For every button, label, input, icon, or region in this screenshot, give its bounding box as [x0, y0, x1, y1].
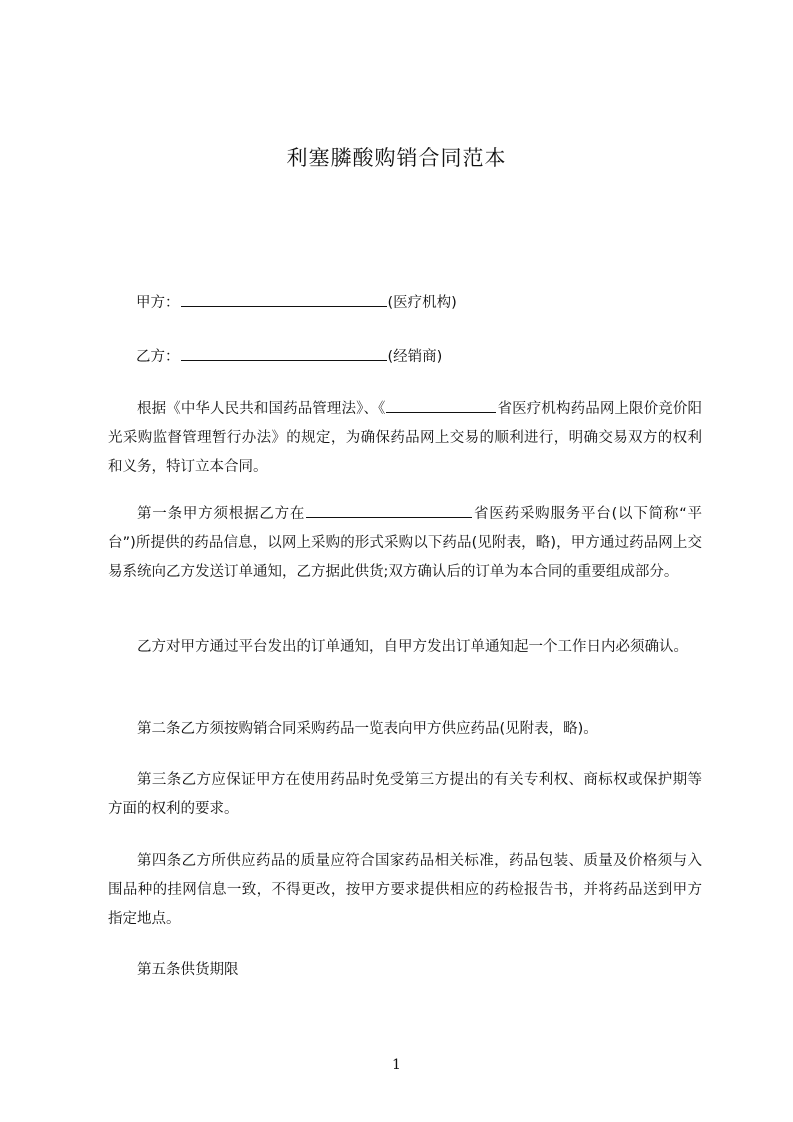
article-5-heading: 第五条供货期限 — [137, 962, 239, 978]
party-b-blank — [181, 346, 387, 361]
document-title: 利塞膦酸购销合同范本 — [286, 146, 507, 170]
party-a-line — [136, 291, 457, 312]
intro-text-2: 省医疗机构药品网上限价竞价阳光采购监督管理暂行办法》的规定，为确保药品网上交易的顺利进行，明确交易双方的权利和义务，特订立本合同。 — [108, 401, 702, 475]
article-3-paragraph: 第三条乙方应保证甲方在使用药品时免受第三方提出的有关专利权、商标权或保护期等方面的权利的要求。 — [108, 772, 702, 817]
confirm-paragraph: 乙方对甲方通过平台发出的订单通知，自甲方发出订单通知起一个工作日内必须确认。 — [137, 639, 688, 655]
article-1-text-1: 第一条甲方须根据乙方在 — [137, 506, 306, 522]
party-a-label: 甲方： — [136, 295, 180, 311]
party-b-label: 乙方： — [136, 349, 180, 365]
article-1-text-2: 省医药采购服务平台(以下简称“平台”)所提供的药品信息，以网上采购的形式采购以下药品(见附表，略)，甲方通过药品网上交易系统向乙方发送订单通知，乙方据此供货;双方确认后的订单为本合同的重要组成部分。 — [108, 506, 703, 580]
intro-paragraph — [108, 395, 702, 482]
intro-text-1: 根据《中华人民共和国药品管理法》、《 — [137, 401, 386, 417]
page-number: 1 — [392, 1057, 401, 1073]
party-b-suffix: (经销商) — [387, 349, 443, 365]
party-a-blank — [181, 292, 387, 307]
platform-province-blank — [306, 504, 472, 518]
article-1-paragraph — [108, 500, 702, 587]
article-2-paragraph: 第二条乙方须按购销合同采购药品一览表向甲方供应药品(见附表，略)。 — [137, 721, 598, 737]
party-a-suffix: (医疗机构) — [387, 295, 457, 311]
party-b-line — [136, 345, 442, 366]
province-blank — [386, 399, 496, 413]
article-4-paragraph: 第四条乙方所供应药品的质量应符合国家药品相关标准，药品包装、质量及价格须与入围品种的挂网信息一致，不得更改，按甲方要求提供相应的药检报告书，并将药品送到甲方指定地点。 — [108, 853, 702, 927]
